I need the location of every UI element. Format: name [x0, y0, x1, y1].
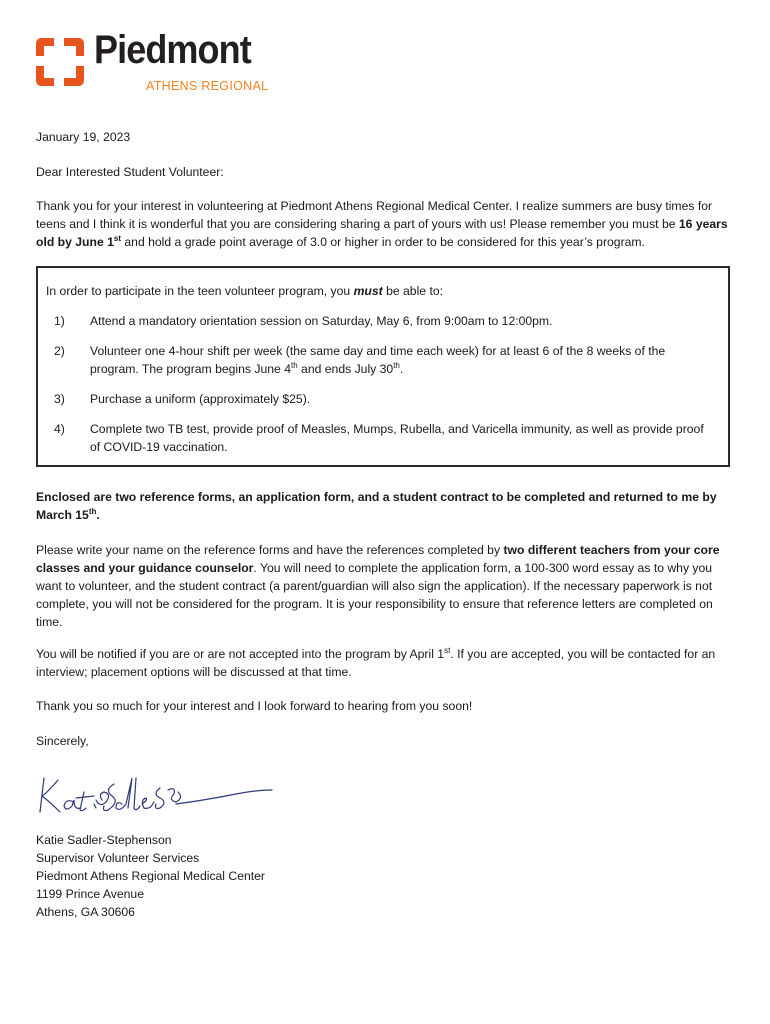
- signature-block: [36, 831, 736, 921]
- signer-title: Supervisor Volunteer Services: [36, 851, 200, 865]
- logo-wordmark: Piedmont: [94, 28, 251, 72]
- closing: Sincerely,: [36, 734, 89, 748]
- address-city: Athens, GA 30606: [36, 905, 135, 919]
- handwritten-signature: [36, 764, 276, 824]
- thanks-paragraph: Thank you so much for your interest and I look forward to hearing from you soon!: [36, 699, 473, 713]
- salutation: Dear Interested Student Volunteer:: [36, 165, 224, 179]
- instructions-paragraph: Please write your name on the reference forms and have the references completed by two different teachers from your core classes and your guidance counselor. You will need to complete the application form, a 100-300 word essay as to why you want to volunteer, and the student contract (a parent/guardian will also sign the application). If the necessary paperwork is not complete, you will not be considered for the program. It is your responsibility to ensure that reference letters are completed on time.: [36, 543, 720, 629]
- letter-date: January 19, 2023: [36, 130, 131, 144]
- enclosed-paragraph: Enclosed are two reference forms, an application form, and a student contract to be completed and returned to me by March 15th.: [36, 490, 717, 522]
- logo-subtitle: ATHENS REGIONAL: [146, 79, 269, 93]
- list-item: 3) Purchase a uniform (approximately $25).: [54, 392, 311, 406]
- list-item: 4) Complete two TB test, provide proof of Measles, Mumps, Rubella, and Varicella immunity, as well as provide proof of COVID-19 vaccination.: [54, 422, 704, 454]
- list-item: 2) Volunteer one 4-hour shift per week (the same day and time each week) for at least 6 of the 8 weeks of the program. The program begins June 4th and ends July 30th.: [54, 344, 666, 376]
- address-street: 1199 Prince Avenue: [36, 887, 144, 901]
- requirements-intro: In order to participate in the teen volunteer program, you must be able to:: [46, 284, 444, 298]
- piedmont-logo: [34, 28, 274, 96]
- signer-name: Katie Sadler-Stephenson: [36, 833, 172, 847]
- age-requirement: 16 years old by June 1st: [36, 217, 728, 249]
- notification-paragraph: You will be notified if you are or are not accepted into the program by April 1st. If you are accepted, you will be contacted for an interview; placement options will be discussed at that time.: [36, 645, 716, 679]
- piedmont-mark-icon: [34, 36, 86, 88]
- requirements-list: [54, 312, 704, 468]
- list-item: 1) Attend a mandatory orientation session on Saturday, May 6, from 9:00am to 12:00pm.: [54, 314, 553, 328]
- signer-organization: Piedmont Athens Regional Medical Center: [36, 869, 265, 883]
- requirements-box: [36, 266, 730, 467]
- intro-paragraph: Thank you for your interest in volunteering at Piedmont Athens Regional Medical Center. I realize summers are busy times for teens and I think it is wonderful that you are considering sharing a part of yours with us! Please remember you must be 16 years old by June 1st and hold a grade point average of 3.0 or higher in order to be considered for this year’s program.: [36, 199, 728, 249]
